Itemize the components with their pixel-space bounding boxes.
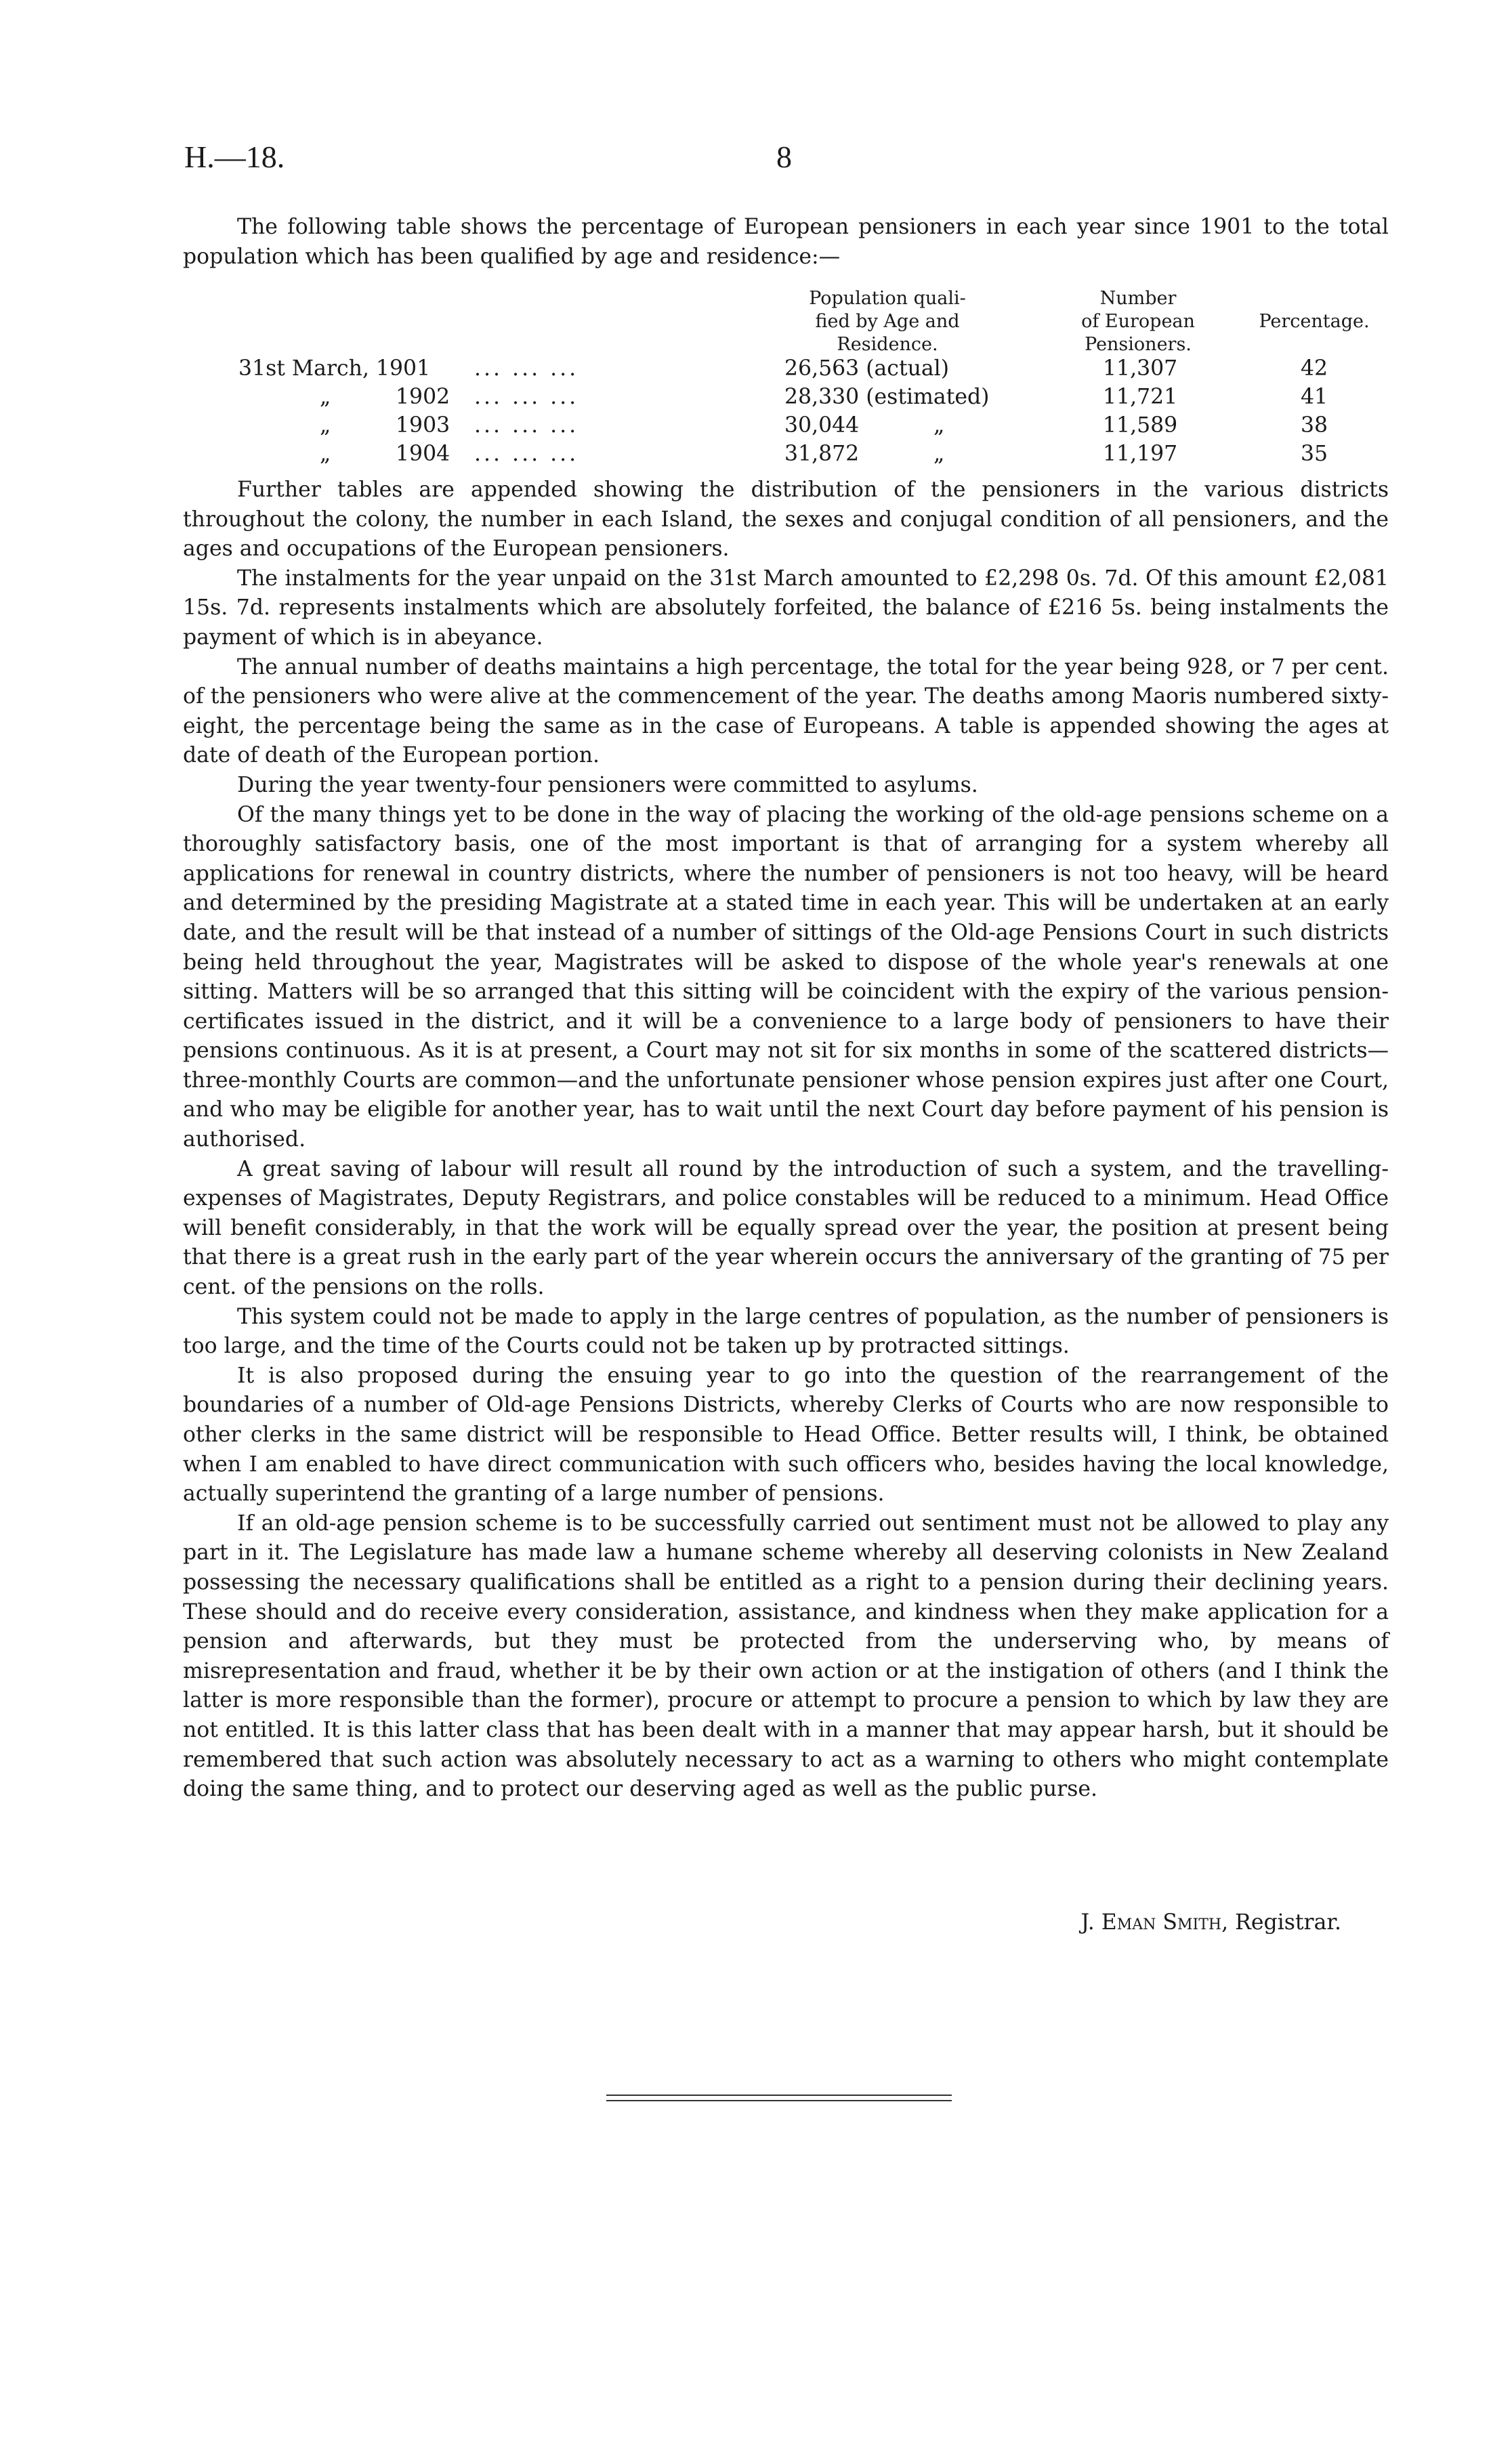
paragraph: The following table shows the percentage of European pensioners in each year since 1901 to the total population which has been qualified by age and residence:— — [183, 215, 1389, 269]
leader-dots: ... ... ... — [474, 356, 579, 381]
row-population: 26,563 (actual) — [784, 356, 950, 381]
signature — [1003, 1910, 1341, 1935]
signatory-title: Registrar. — [1235, 1910, 1341, 1935]
paragraph: The instalments for the year unpaid on the 31st March amounted to £2,298 0s. 7d. Of this amount £2,081 15s. 7d. represents instalments which are absolutely forfeited, the balance of £216 5s. being instalments the payment of which is in abeyance. — [183, 566, 1389, 650]
signatory-name: J. Eman Smith, — [1080, 1910, 1229, 1935]
paragraph: If an old-age pension scheme is to be successfully carried out sentiment must not be allowed to play any part in it. The Legislature has made law a humane scheme whereby all deserving colonists in New Zealand possessing the necessary qualifications shall be entitled as a right to a pension during their declining years. These should and do receive every consideration, assistance, and kindness when they make application for a pension and afterwards, but they must be protected from the underserving who, by means of misrepresentation and fraud, whether it be by their own action or at the instigation of others (and I think the latter is more responsible than the former), procure or attempt to procure a pension to which by law they are not entitled. It is this latter class that has been dealt with in a manner that may appear harsh, but it should be remembered that such action was absolutely necessary to act as a warning to others who might contemplate doing the same thing, and to protect our deserving aged as well as the public purse. — [183, 1511, 1389, 1802]
row-population: 31,872 — [784, 442, 860, 466]
row-number: 11,721 — [1103, 385, 1178, 409]
row-percentage: 41 — [1301, 385, 1328, 409]
row-date: 31st March, 1901 — [238, 356, 431, 381]
paragraph: During the year twenty-four pensioners were committed to asylums. — [237, 772, 978, 797]
row-population: 30,044 — [784, 413, 860, 438]
leader-dots: ... ... ... — [474, 385, 579, 409]
row-percentage: 42 — [1301, 356, 1328, 381]
ditto-mark: „ — [320, 442, 331, 466]
pensioner-percentage-table — [0, 0, 1512, 474]
ditto-mark: „ — [320, 413, 331, 438]
ditto-mark: „ — [933, 413, 945, 438]
paragraph: Further tables are appended showing the distribution of the pensioners in the various districts throughout the colony, the number in each Island, the sexes and conjugal condition of all pensioners, and the ages and occupations of the European pensioners. — [183, 478, 1389, 562]
row-population: 28,330 (estimated) — [784, 385, 990, 409]
paragraph: It is also proposed during the ensuing year to go into the question of the rearrangement of the boundaries of a number of Old-age Pensions Districts, whereby Clerks of Courts who are now responsible to other clerks in the same district will be responsible to Head Office. Better results will, I think, be obtained when I am enabled to have direct communication with such officers who, besides having the local knowledge, actually superintend the granting of a large number of pensions. — [183, 1363, 1389, 1507]
closing-rule-bottom — [606, 2100, 952, 2101]
paragraph: A great saving of labour will result all round by the introduction of such a system, and the travelling-expenses of Magistrates, Deputy Registrars, and police constables will be reduced to a minimum. Head Office will benefit considerably, in that the work will be equally spread over the year, the position at present being that there is a great rush in the early part of the year wherein occurs the anniversary of the granting of 75 per cent. of the pensions on the rolls. — [183, 1156, 1389, 1300]
row-year: 1903 — [396, 413, 450, 438]
paragraph: Of the many things yet to be done in the way of placing the working of the old-age pensions scheme on a thoroughly satisfactory basis, one of the most important is that of arranging for a system whereby all applications for renewal in country districts, where the number of pensioners is not too heavy, will be heard and determined by the presiding Magistrate at a stated time in each year. This will be undertaken at an early date, and the result will be that instead of a number of sittings of the Old-age Pensions Court in such districts being held throughout the year, Magistrates will be asked to dispose of the whole year's renewals at one sitting. Matters will be so arranged that this sitting will be coincident with the expiry of the various pension-certificates issued in the district, and it will be a convenience to a large body of pensioners to have their pensions continuous. As it is at present, a Court may not sit for six months in some of the scattered districts—three-monthly Courts are common—and the unfortunate pensioner whose pension expires just after one Court, and who may be eligible for another year, has to wait until the next Court day before payment of his pension is authorised. — [183, 802, 1389, 1152]
paragraph: This system could not be made to apply in the large centres of population, as the number of pensioners is too large, and the time of the Courts could not be taken up by protracted sittings. — [183, 1304, 1389, 1359]
leader-dots: ... ... ... — [474, 413, 579, 438]
row-percentage: 35 — [1301, 442, 1328, 466]
row-number: 11,197 — [1103, 442, 1178, 466]
page-number: 8 — [776, 140, 792, 174]
row-year: 1904 — [396, 442, 450, 466]
leader-dots: ... ... ... — [474, 442, 579, 466]
row-number: 11,589 — [1103, 413, 1178, 438]
row-number: 11,307 — [1103, 356, 1178, 381]
paragraph: The annual number of deaths maintains a high percentage, the total for the year being 928, or 7 per cent. of the pensioners who were alive at the commencement of the year. The deaths among Maoris numbered sixty-eight, the percentage being the same as in the case of Europeans. A table is appended showing the ages at date of death of the European portion. — [183, 654, 1389, 768]
closing-rule-top — [606, 2095, 952, 2096]
column-header-population: Population quali- fied by Age and Residence. — [809, 288, 966, 355]
body-text — [183, 476, 1389, 1805]
document-code: H.—18. — [184, 140, 285, 174]
row-percentage: 38 — [1301, 413, 1328, 438]
ditto-mark: „ — [933, 442, 945, 466]
row-year: 1902 — [396, 385, 450, 409]
column-header-percentage: Percentage. — [1259, 311, 1370, 332]
column-header-number: Number of European Pensioners. — [1081, 288, 1195, 355]
ditto-mark: „ — [320, 385, 331, 409]
